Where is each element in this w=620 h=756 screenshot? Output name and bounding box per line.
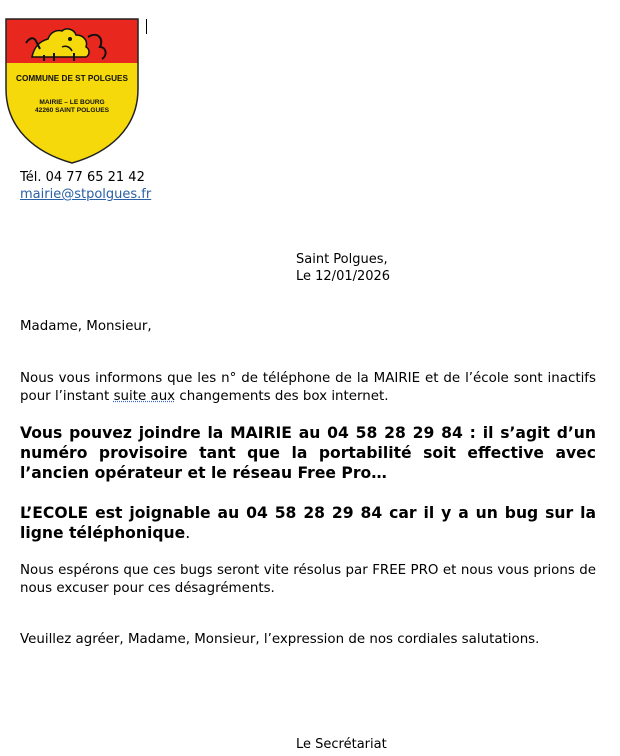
paragraph-apology: Nous espérons que ces bugs seront vite résolus par FREE PRO et nous vous prions de nous excuser pour ces désagréments.	[20, 563, 596, 596]
salutation: Madame, Monsieur,	[20, 319, 152, 334]
commune-crest	[4, 17, 140, 165]
paragraph-announcement	[20, 370, 596, 406]
dateline-date: Le 12/01/2026	[296, 269, 391, 284]
grammar-flagged-text[interactable]: suite aux	[113, 389, 176, 404]
phone-number: Tél. 04 77 65 21 42	[20, 170, 145, 185]
paragraph-announcement-start: Nous vous informons que les n° de téléphone de la MAIRIE et de l’école sont inactifs pour l’instant	[20, 371, 596, 404]
dateline-place: Saint Polgues,	[296, 252, 388, 267]
signature: Le Secrétariat	[296, 737, 387, 752]
ecole-phone-notice	[20, 503, 596, 543]
email-link[interactable]: mairie@stpolgues.fr	[20, 187, 152, 202]
crest-address-line2: 42260 SAINT POLGUES	[34, 107, 110, 114]
ecole-phone-notice-text: L’ECOLE est joignable au 04 58 28 29 84 car il y a un bug sur la ligne téléphonique	[20, 504, 596, 542]
ecole-phone-notice-period: .	[185, 524, 191, 542]
paragraph-announcement-end: changements des box internet.	[175, 389, 389, 404]
text-cursor	[146, 19, 147, 34]
mairie-phone-notice: Vous pouvez joindre la MAIRIE au 04 58 28 29 84 : il s’agit d’un numéro provisoire tant que la portabilité soit effective avec l’ancien opérateur et le réseau Free Pro…	[20, 424, 596, 482]
closing-formula: Veuillez agréer, Madame, Monsieur, l’expression de nos cordiales salutations.	[20, 632, 540, 647]
crest-address-line1: MAIRIE – LE BOURG	[39, 99, 105, 106]
crest-commune-name: COMMUNE DE ST POLGUES	[16, 74, 128, 83]
